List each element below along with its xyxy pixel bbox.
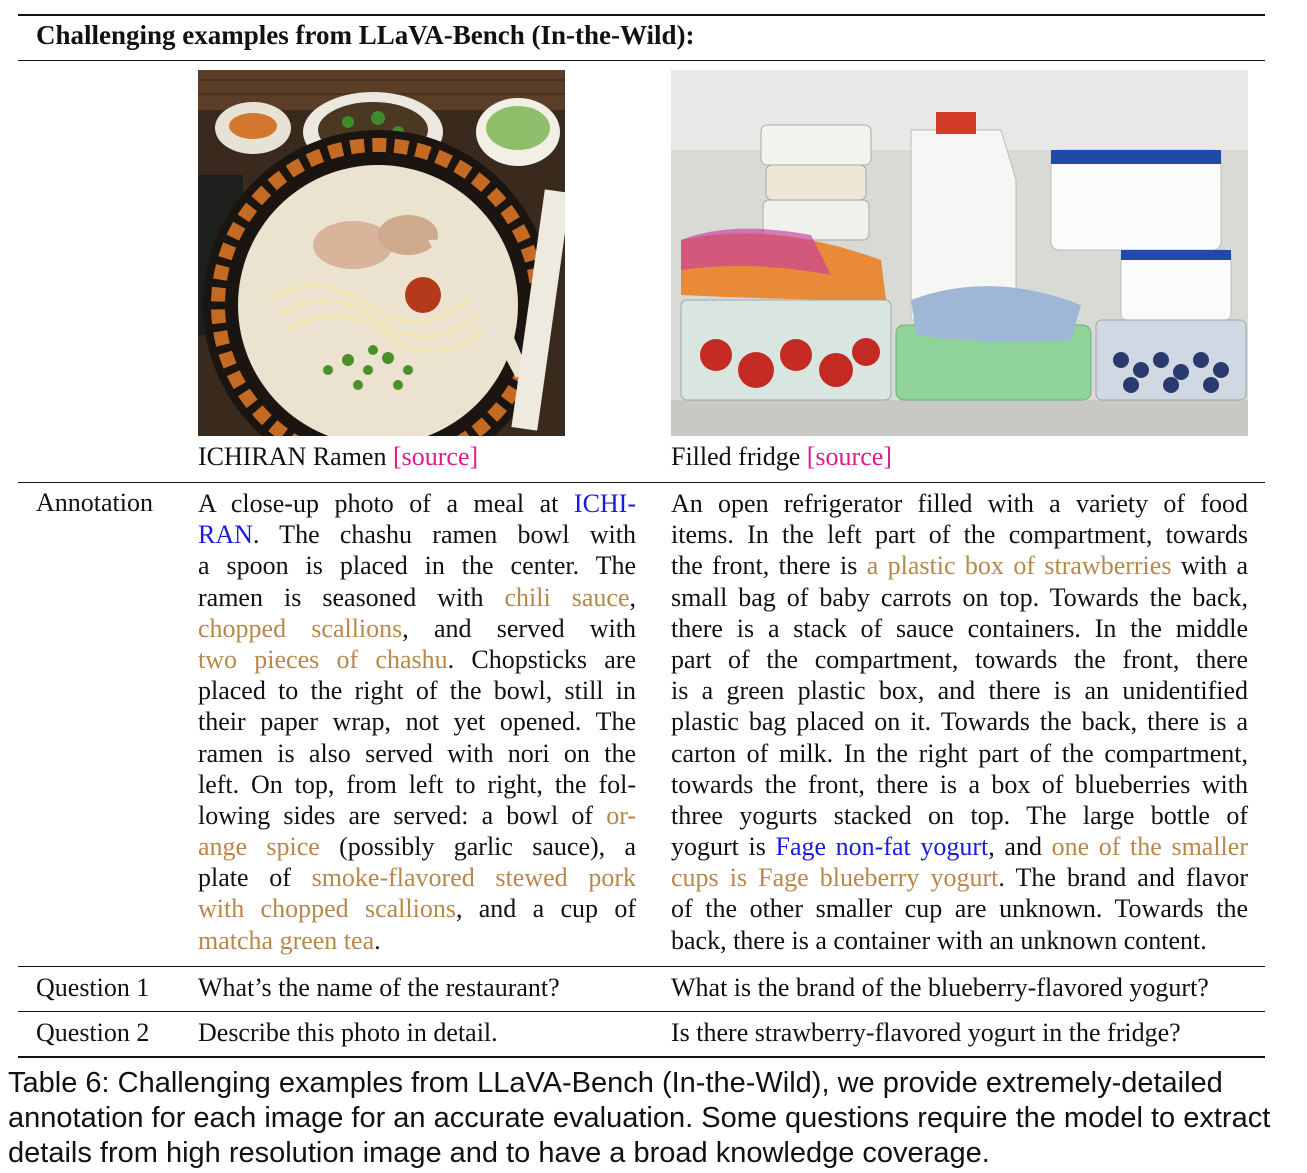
highlight-detail: matcha green tea [198,925,375,955]
annotation-text: An open refrigerator filled with a variety of food [671,489,1248,518]
annotation-line [671,613,1248,644]
question2-row-label: Question 2 [36,1018,150,1047]
highlight-detail: with chopped scallions [198,894,456,924]
highlight-detail: ange spice [198,832,320,862]
annotation-text: . [374,925,381,955]
annotation-text: placed to the right of the bowl, still in [198,676,636,706]
highlight-detail: chili sauce [504,582,630,612]
image-row-rule [18,482,1265,483]
ramen-bowl-photo [198,70,565,436]
table-title: Challenging examples from LLaVA-Bench (In-the-Wild): [36,20,695,50]
annotation-text: with a [1171,551,1249,581]
question2-ramen: Describe this photo in detail. [198,1018,498,1047]
annotation-text: ramen is also served with nori on the [198,738,636,768]
annotation-line [198,675,636,706]
annotation-text: . Chopsticks are [447,644,636,674]
annotation-line [671,862,1248,893]
annotation-text: A close-up photo of a meal at [198,489,574,518]
annotation-text: ramen is seasoned with [198,582,505,612]
annotation-line [671,519,1248,550]
question1-row-label: Question 1 [36,973,150,1002]
annotation-line [198,706,636,737]
annotation-text: (possibly garlic sauce), a [319,832,636,862]
annotation-text: , and a cup of [455,894,636,924]
question1-fridge: What is the brand of the blueberry-flavored yogurt? [671,973,1209,1002]
annotation-line [671,582,1248,613]
annotation-text: , [629,582,636,612]
annotation-text: lowing sides are served: a bowl of [198,800,607,830]
annotation-text: , and [988,832,1052,862]
annotation-text: there is a stack of sauce containers. In the middle [671,613,1248,643]
table-caption-line: details from high resolution image and to have a broad knowledge coverage. [8,1137,990,1169]
annotation-line [198,769,636,800]
annotation-fridge [671,488,1248,956]
ramen-caption-text: ICHIRAN Ramen [198,442,393,471]
annotation-line [198,738,636,769]
annotation-text: three yogurts stacked on top. The large bottle of [671,800,1248,830]
annotation-text: a spoon is placed in the center. The [198,551,636,581]
annotation-text: items. In the left part of the compartment, towards [671,520,1248,550]
annotation-text: left. On top, from left to right, the fol- [198,769,636,799]
annotation-text: . The chashu ramen bowl with [252,520,636,550]
annotation-line [198,862,636,893]
annotation-line [671,675,1248,706]
annotation-line [671,738,1248,769]
annotation-line [198,488,636,519]
annotation-text: of the other smaller cup are unknown. Towards the [671,894,1248,924]
question1-row-rule [18,1011,1265,1012]
annotation-line [671,893,1248,924]
annotation-text: plate of [198,863,312,893]
annotation-line [198,613,636,644]
annotation-text: , and served with [402,613,636,643]
annotation-line [671,769,1248,800]
annotation-line [198,831,636,862]
annotation-text: plastic bag placed on it. Towards the back, there is a [671,707,1248,737]
annotation-text: part of the compartment, towards the front, there [671,644,1248,674]
header-rule [18,60,1265,61]
annotation-text: carton of milk. In the right part of the compartment, [671,738,1248,768]
bottom-rule [18,1056,1265,1058]
highlight-entity: ICHI- [573,489,636,518]
fridge-caption-text: Filled fridge [671,442,807,471]
question2-fridge: Is there strawberry-flavored yogurt in the fridge? [671,1018,1181,1047]
annotation-line [198,644,636,675]
highlight-detail: smoke-flavored stewed pork [311,863,636,893]
annotation-line [198,550,636,581]
annotation-text: yogurt is [671,832,776,862]
fridge-caption [671,442,892,472]
annotation-text: the front, there is [671,551,867,581]
annotation-row-label: Annotation [36,488,153,517]
annotation-line [671,488,1248,519]
annotation-line [671,706,1248,737]
highlight-entity: RAN [198,520,253,550]
annotation-line [198,519,636,550]
annotation-line [671,925,1248,956]
highlight-entity: Fage non-fat yogurt [775,832,989,862]
annotation-line [671,550,1248,581]
table-caption-line: annotation for each image for an accurate evaluation. Some questions require the model to extract [8,1102,1271,1134]
annotation-row-rule [18,966,1265,967]
annotation-line [198,800,636,831]
top-rule [18,14,1265,16]
highlight-detail: two pieces of chashu [198,644,448,674]
annotation-line [198,925,636,956]
highlight-detail: one of the smaller [1051,832,1248,862]
annotation-text: . The brand and flavor [998,863,1248,893]
ramen-caption [198,442,478,472]
annotation-text: their paper wrap, not yet opened. The [198,707,636,737]
table-caption [8,1066,1298,1171]
annotation-ramen [198,488,636,956]
table-caption-line: Table 6: Challenging examples from LLaVA-Bench (In-the-Wild), we provide extremely-detailed [8,1067,1223,1099]
annotation-line [671,800,1248,831]
annotation-line [198,893,636,924]
fridge-source-link[interactable]: [source] [806,442,892,471]
annotation-text: towards the front, there is a box of blueberries with [671,769,1248,799]
highlight-detail: or- [606,800,636,830]
highlight-detail: a plastic box of strawberries [866,551,1172,581]
annotation-text: back, there is a container with an unknown content. [671,925,1207,955]
annotation-line [671,644,1248,675]
annotation-line [671,831,1248,862]
highlight-detail: chopped scallions [198,613,403,643]
question1-ramen: What’s the name of the restaurant? [198,973,560,1002]
annotation-text: is a green plastic box, and there is an unidentified [671,676,1248,706]
filled-fridge-photo [671,70,1248,436]
annotation-line [198,582,636,613]
ramen-source-link[interactable]: [source] [392,442,479,471]
annotation-text: small bag of baby carrots on top. Towards the back, [671,582,1248,612]
highlight-detail: cups is Fage blueberry yogurt [671,863,999,893]
